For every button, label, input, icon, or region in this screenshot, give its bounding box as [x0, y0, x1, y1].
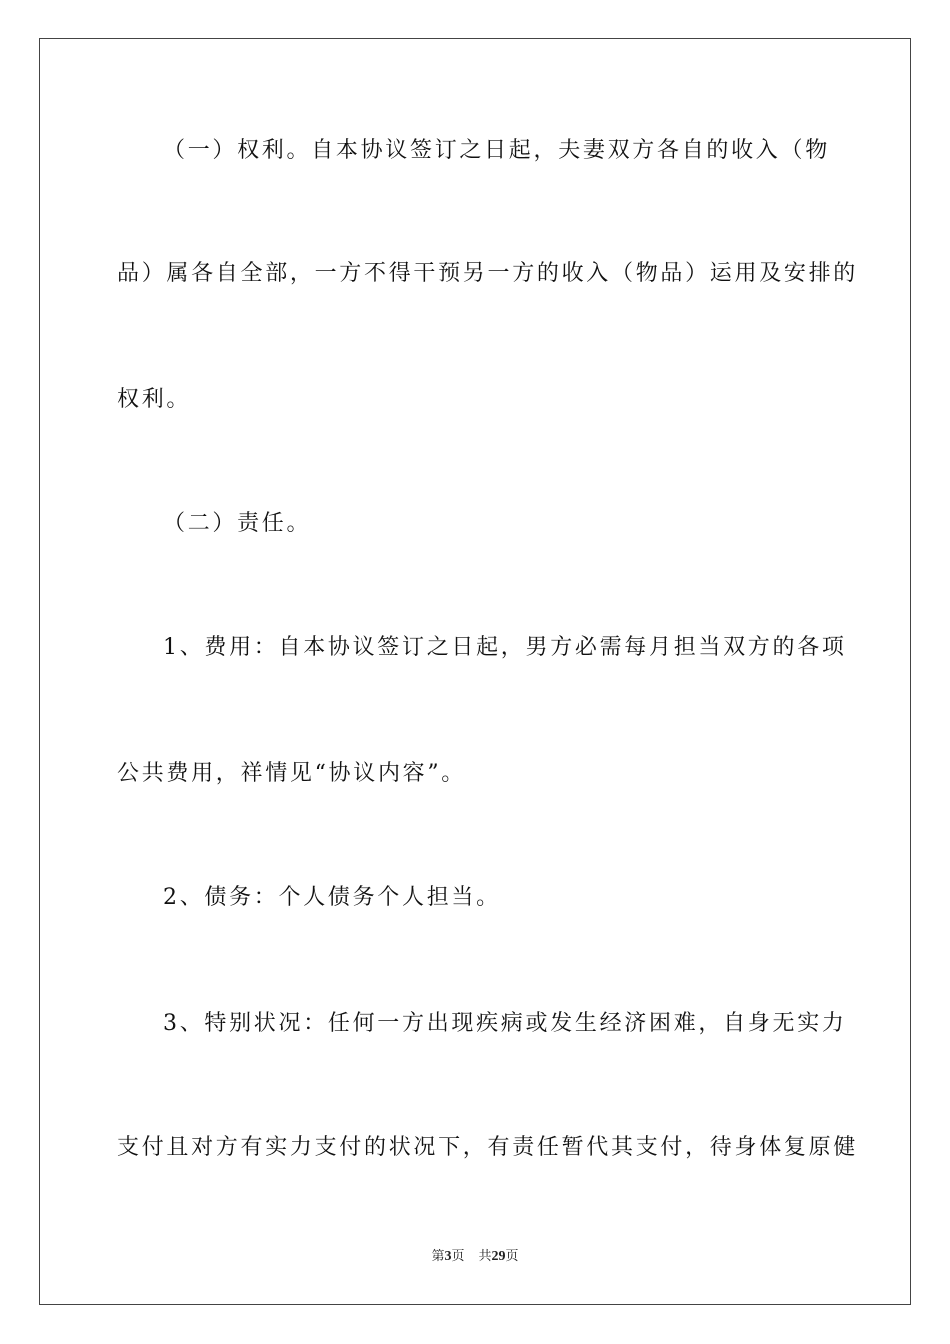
paragraph-line-7: 2、债务：个人债务个人担当。: [163, 885, 501, 910]
section-heading-responsibility: （二）责任。: [163, 511, 312, 536]
paragraph-line-9: 支付且对方有实力支付的状况下，有责任暂代其支付，待身体复原健: [117, 1135, 859, 1160]
page-total: 29: [491, 1249, 506, 1264]
paragraph-line-1: （一）权利。自本协议签订之日起，夫妻双方各自的收入（物: [163, 138, 830, 163]
page-border: [39, 38, 911, 1305]
paragraph-line-8: 3、特别状况：任何一方出现疾病或发生经济困难，自身无实力: [163, 1011, 847, 1036]
paragraph-line-6: 公共费用，祥情见“协议内容”。: [117, 761, 466, 786]
page-unit: 页: [451, 1249, 465, 1264]
page-current: 3: [444, 1249, 452, 1264]
page-prefix: 第: [431, 1249, 445, 1264]
total-unit: 页: [505, 1249, 519, 1264]
paragraph-line-5: 1、费用：自本协议签订之日起，男方必需每月担当双方的各项: [163, 635, 847, 660]
paragraph-line-2: 品）属各自全部，一方不得干预另一方的收入（物品）运用及安排的: [117, 261, 859, 286]
total-prefix: 共: [478, 1249, 492, 1264]
page-footer: [0, 1248, 950, 1266]
paragraph-line-3: 权利。: [117, 387, 192, 412]
